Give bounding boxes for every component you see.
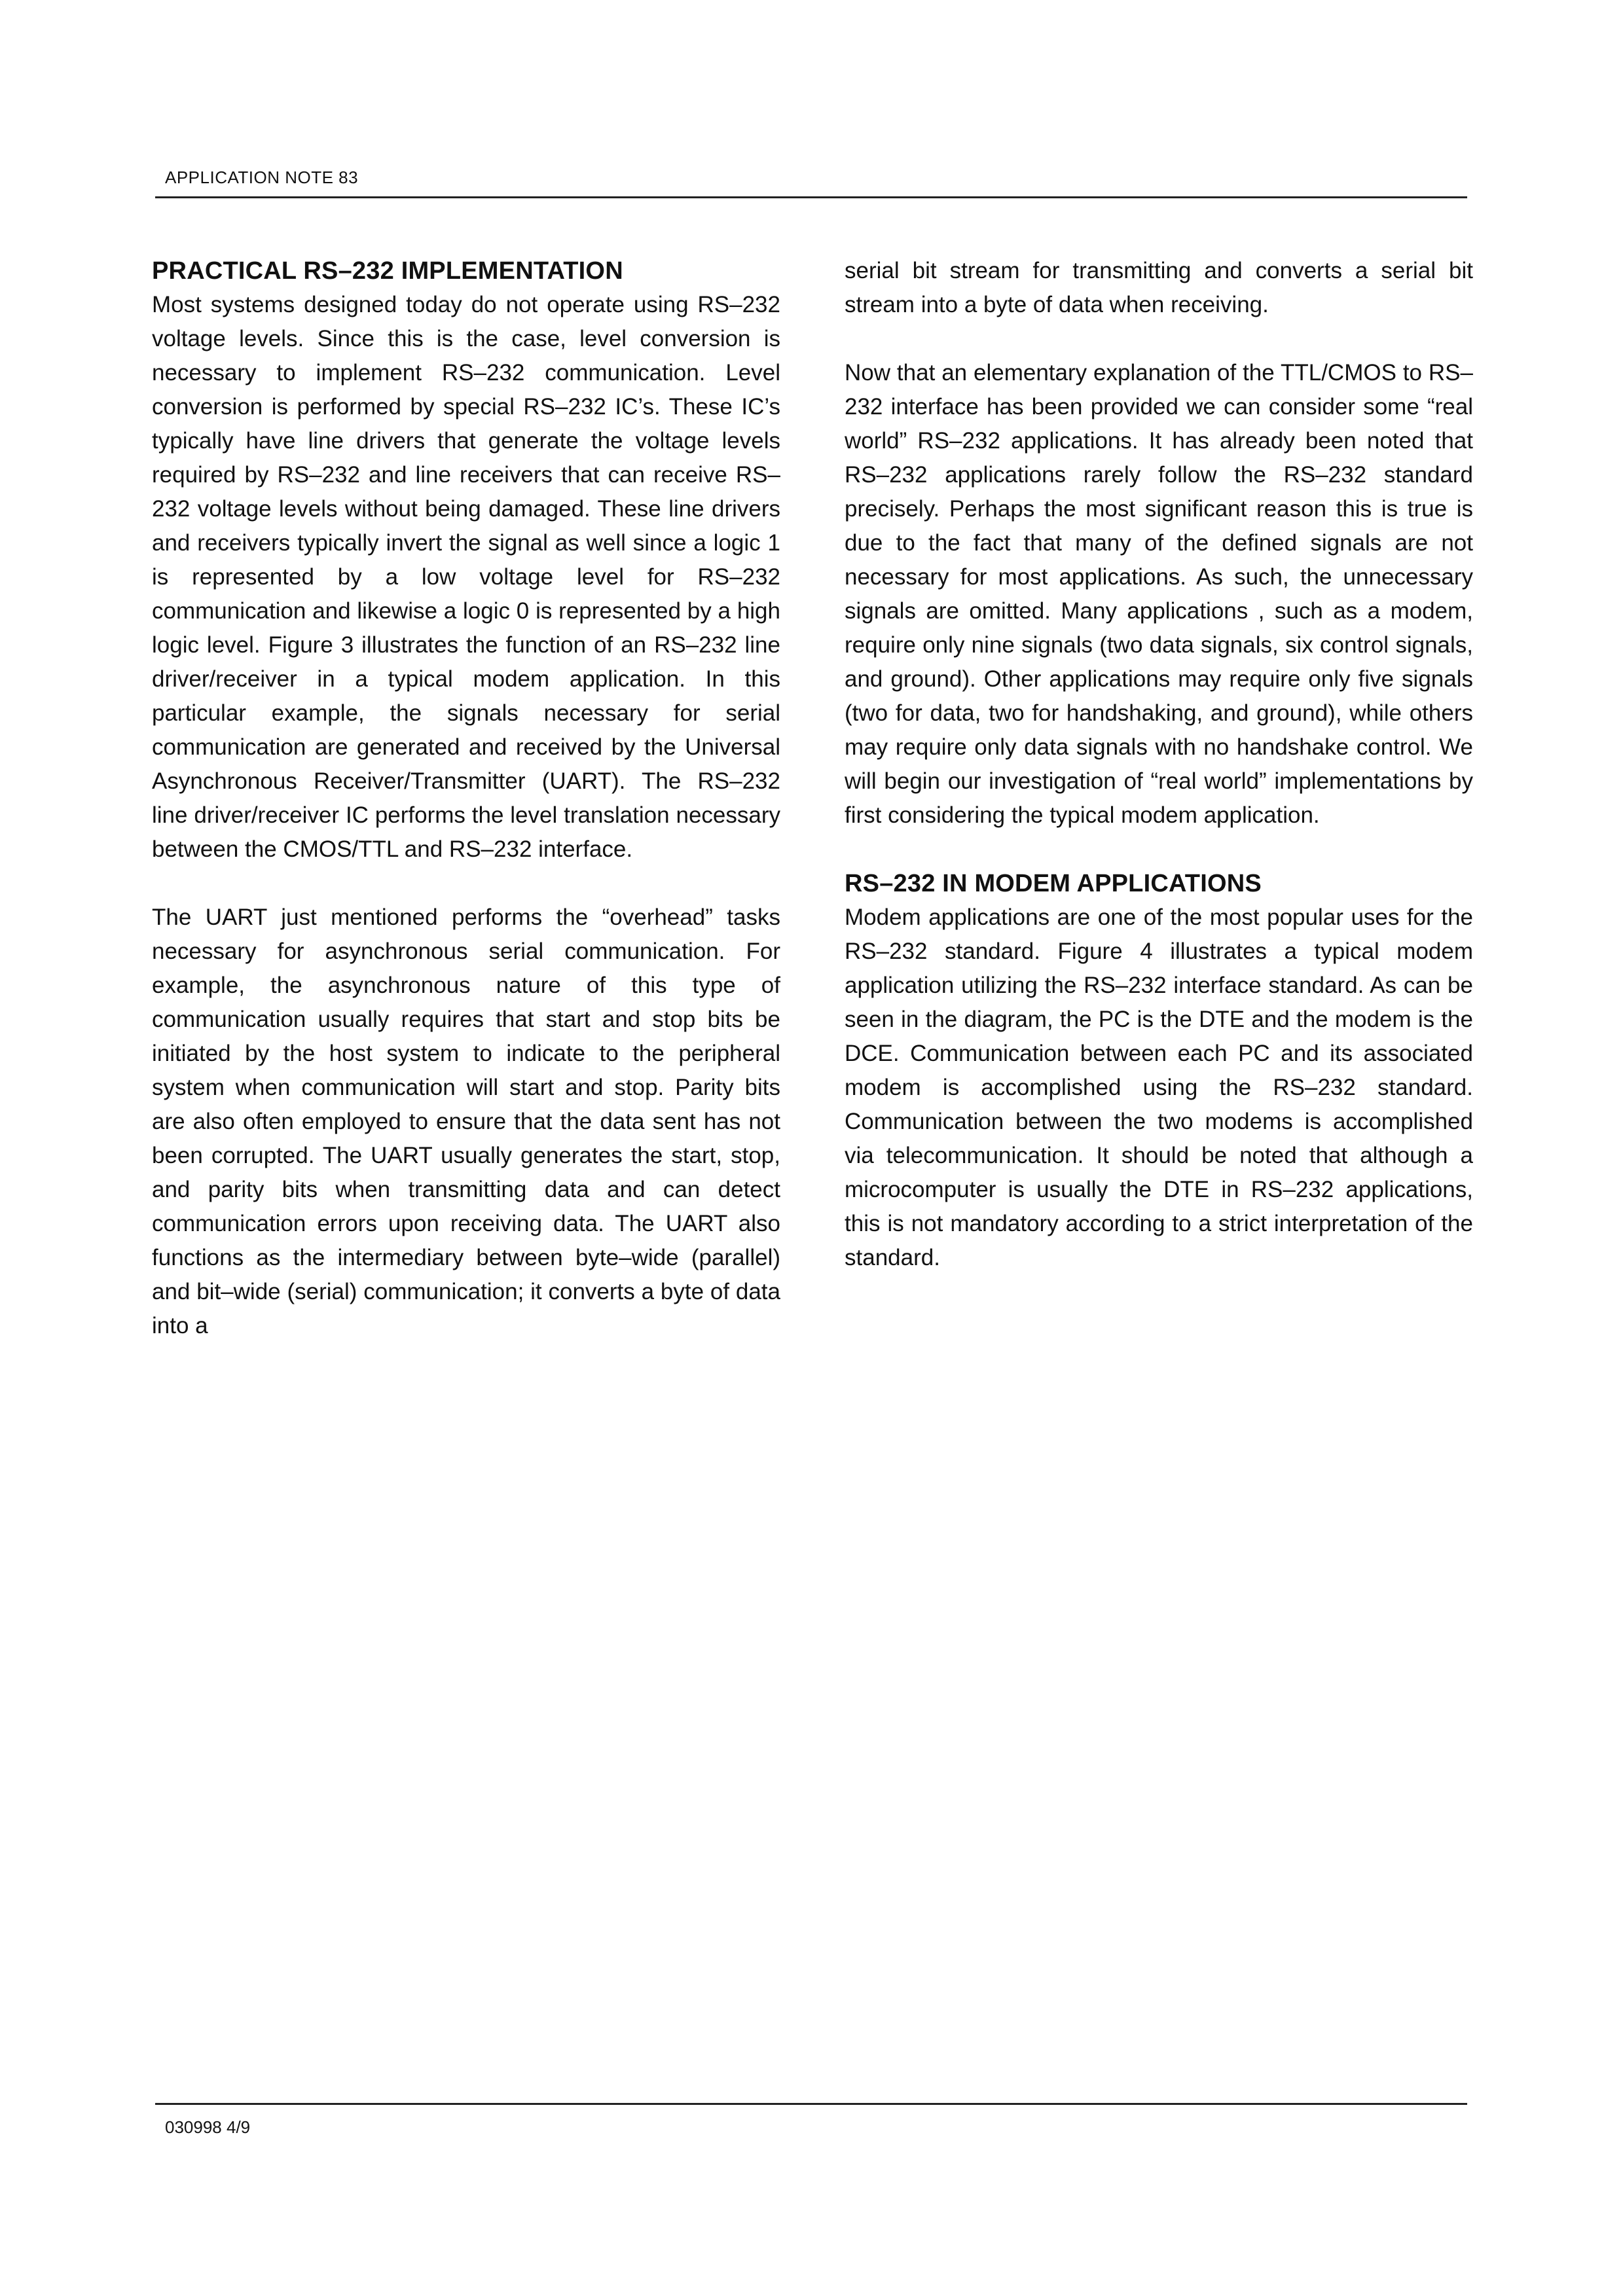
paragraph-serial-bit-stream: serial bit stream for transmitting and converts a serial bit stream into a byte of data when receiving. <box>845 258 1473 317</box>
paragraph-real-world-applications: Now that an elementary explanation of the TTL/CMOS to RS–232 interface has been provided we can consider some “real world” RS–232 applications. It has already been noted that RS–232 applications rarely follow the RS–232 standard precisely. Perhaps the most significant reason this is true is due to the fact that many of the defined signals are not necessary for most applications. As such, the unnecessary signals are omitted. Many applications , such as a modem, require only nine signals (two data signals, six control signals, and ground). Other applications may require only five signals (two for data, two for handshaking, and ground), while others may require only data signals with no handshake control. We will begin our investigation of “real world” implementations by first considering the typical modem application. <box>845 360 1473 828</box>
footer-label: 030998 4/9 <box>165 2117 251 2137</box>
paragraph-uart-overhead: The UART just mentioned performs the “overhead” tasks necessary for asynchronous serial communication. For example, the asynchronous nature of this type of communication usually requires that start and stop bits be initiated by the host system to indicate to the peripheral system when communication will start and stop. Parity bits are also often employed to ensure that the data sent has not been corrupted. The UART usually generates the start, stop, and parity bits when transmitting data and can detect communication errors upon receiving data. The UART also functions as the intermediary between byte–wide (parallel) and bit–wide (serial) communication; it converts a byte of data into a <box>152 905 780 1338</box>
header-rule <box>155 196 1467 198</box>
section-heading-practical-implementation: PRACTICAL RS–232 IMPLEMENTATION <box>152 257 623 285</box>
footer-rule <box>155 2103 1467 2105</box>
header-label: APPLICATION NOTE 83 <box>165 168 359 187</box>
paragraph-level-conversion: Most systems designed today do not operate using RS–232 voltage levels. Since this is the case, level conversion is necessary to implement RS–232 communication. Level conversion is performed by special RS–232 IC’s. These IC’s typically have line drivers that generate the voltage levels required by RS–232 and line receivers that can receive RS–232 voltage levels without being damaged. These line drivers and receivers typically invert the signal as well since a logic 1 is represented by a low voltage level for RS–232 communication and likewise a logic 0 is represented by a high logic level. Figure 3 illustrates the function of an RS–232 line driver/receiver in a typical modem application. In this particular example, the signals necessary for serial communication are generated and received by the Universal Asynchronous Receiver/Transmitter (UART). The RS–232 line driver/receiver IC performs the level translation necessary between the CMOS/TTL and RS–232 interface. <box>152 292 780 862</box>
paragraph-modem-applications: Modem applications are one of the most popular uses for the RS–232 standard. Figure 4 illustrates a typical modem application utilizing the RS–232 interface standard. As can be seen in the diagram, the PC is the DTE and the modem is the DCE. Communication between each PC and its associated modem is accomplished using the RS–232 standard. Communication between the two modems is accomplished via telecommunication. It should be noted that although a microcomputer is usually the DTE in RS–232 applications, this is not mandatory according to a strict interpretation of the standard. <box>845 905 1473 1270</box>
section-heading-modem-applications: RS–232 IN MODEM APPLICATIONS <box>845 870 1262 897</box>
left-column <box>152 254 780 1343</box>
right-column <box>845 254 1473 1275</box>
